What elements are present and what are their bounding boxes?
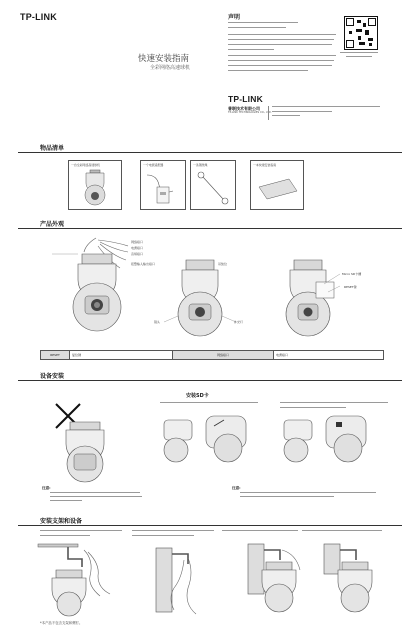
packing-item-label: 一台全彩网络高速球机	[71, 163, 100, 167]
sd-step2-diagram	[274, 410, 384, 470]
qr-caption	[340, 52, 380, 58]
bracket-step2-text	[132, 530, 217, 538]
bracket-step1-diagram	[34, 542, 124, 618]
callout-mount: 吊装位	[218, 262, 228, 266]
footer-note: *本产品不包含支架和螺钉。	[40, 621, 83, 625]
callout-alarm-port: 报警输入输出接口	[131, 262, 156, 266]
rule-appearance	[18, 228, 402, 229]
packing-item-camera	[68, 160, 122, 210]
callout-power-port: 电源接口	[131, 246, 144, 250]
qr-code	[344, 16, 378, 50]
callout-network-port: 网络接口	[131, 240, 144, 244]
spec-cell-reset: RESET	[41, 351, 70, 359]
power-adapter-icon	[141, 161, 185, 209]
camera-front-diagram	[38, 232, 178, 342]
callout-reset: RESET键	[344, 285, 357, 289]
spec-cell-network: 网络接口	[173, 351, 274, 359]
sd-card-title: 安装SD卡	[186, 393, 209, 399]
company-contact-block	[272, 106, 382, 120]
callout-audio-port: 音频接口	[131, 252, 144, 256]
bracket-step3-text	[222, 530, 302, 534]
rule-bracket	[18, 525, 402, 526]
crossed-camera-diagram	[50, 400, 120, 490]
note-label: 注意:	[232, 486, 241, 490]
section-title-bracket: 安装支架和设备	[40, 518, 83, 525]
packing-item-label: 一条钢丝绳	[193, 163, 208, 167]
bracket-step3-diagram	[230, 540, 310, 630]
callout-lens: 镜头	[154, 320, 161, 324]
company-name: 普联技术有限公司	[228, 106, 260, 111]
statement-title: 声明	[228, 14, 241, 21]
spec-cell-power: 电源接口	[276, 353, 289, 357]
guide-title: 快速安装指南	[138, 54, 190, 64]
bracket-step1-text	[40, 530, 125, 538]
packing-item-wire-rope	[190, 160, 236, 210]
packing-item-label: 一本快速安装指南	[253, 163, 277, 167]
section-title-appearance: 产品外观	[40, 221, 65, 228]
camera-small-icon	[69, 161, 121, 209]
company-name-en: TP-LINK TECHNOLOGIES CO., LTD.	[228, 111, 272, 114]
note-right	[232, 486, 382, 506]
statement-text-block-2	[228, 55, 338, 73]
callout-sd-slot: Micro SD卡槽	[342, 272, 362, 276]
sd-step1-text	[160, 402, 260, 406]
spec-table	[40, 350, 384, 360]
note-left	[40, 486, 150, 506]
bracket-step4-text	[302, 530, 386, 534]
bracket-step2-diagram	[138, 542, 218, 632]
spec-cell-reset-desc: 复位键	[70, 351, 173, 359]
section-title-packing: 物品清单	[40, 145, 65, 152]
company-divider	[268, 106, 269, 120]
packing-item-label: 一个电源适配器	[143, 163, 164, 167]
rule-packing	[18, 152, 402, 153]
callout-light: 补光灯	[234, 320, 244, 324]
brand-logo-company: TP-LINK	[228, 94, 263, 104]
packing-item-guide	[250, 160, 304, 210]
booklet-icon	[251, 161, 303, 209]
statement-text-block	[228, 22, 338, 52]
bracket-step4-diagram	[306, 540, 386, 630]
packing-item-adapter	[140, 160, 186, 210]
section-title-install: 设备安装	[40, 373, 65, 380]
wire-rope-icon	[191, 161, 235, 209]
guide-subtitle: 全彩网络高速球机	[150, 65, 191, 71]
note-label: 注意:	[42, 486, 51, 490]
rule-install	[18, 380, 402, 381]
brand-logo-top: TP-LINK	[20, 12, 57, 22]
sd-step1-diagram	[154, 410, 264, 470]
